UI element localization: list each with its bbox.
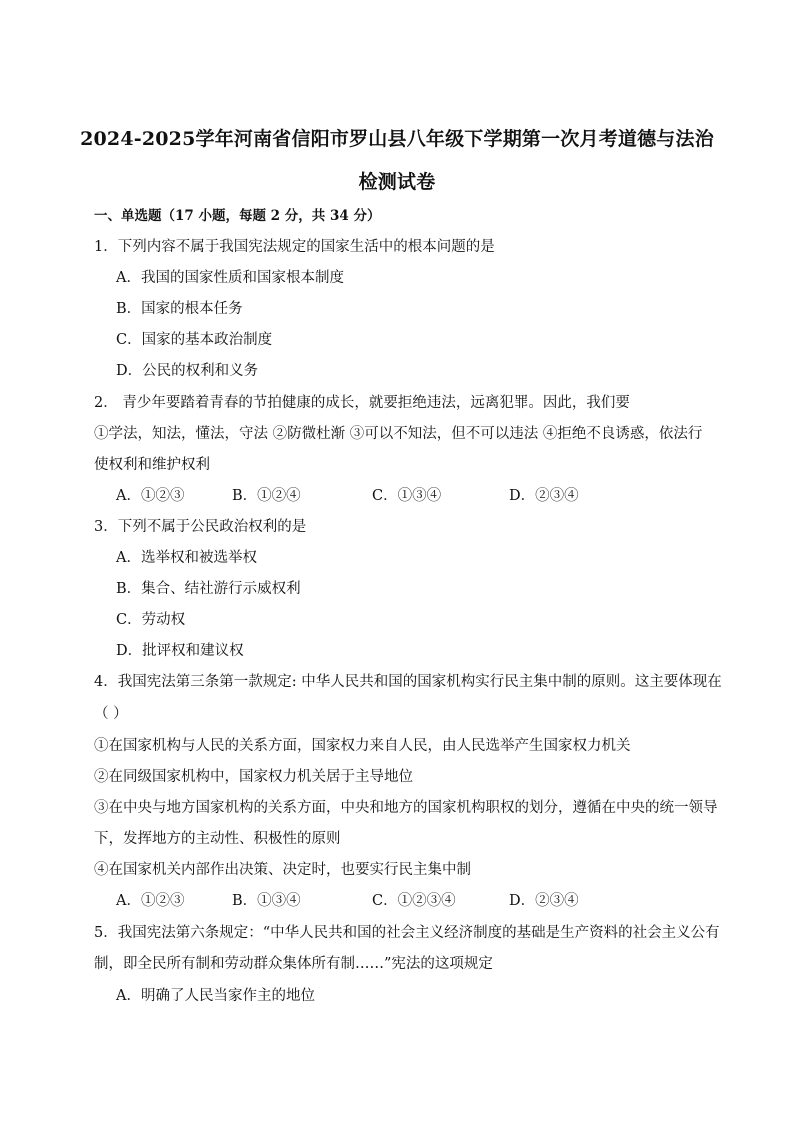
question-4-statement-2: ②在同级国家机构中，国家权力机关居于主导地位 — [94, 769, 413, 785]
question-4-statement-3-line1: ③在中央与地方国家机构的关系方面，中央和地方的国家机构职权的划分，遵循在中央的统一领导 — [94, 800, 718, 816]
question-4-option-c: C．①②③④ — [372, 893, 456, 909]
question-2-stem: 2． 青少年要踏着青春的节拍健康的成长，就要拒绝违法，远离犯罪。因此，我们要 — [94, 395, 630, 411]
question-4-statement-3-line2: 下，发挥地方的主动性、积极性的原则 — [94, 831, 341, 847]
question-2-statements-line1: ①学法，知法，懂法，守法 ②防微杜渐 ③可以不知法，但不可以违法 ④拒绝不良诱惑，依法行 — [94, 426, 703, 442]
section-heading: 一、单选题（17 小题，每题 2 分，共 34 分） — [94, 208, 381, 224]
question-1-option-c: C．国家的基本政治制度 — [116, 332, 273, 348]
question-1-option-b: B．国家的根本任务 — [116, 301, 243, 317]
question-4-option-d: D．②③④ — [509, 893, 579, 909]
question-3-option-d: D．批评权和建议权 — [116, 643, 244, 659]
question-5-stem-line2: 制，即全民所有制和劳动群众集体所有制……”宪法的这项规定 — [94, 956, 493, 972]
question-3-option-c: C．劳动权 — [116, 612, 186, 628]
question-2-option-d: D．②③④ — [509, 488, 579, 504]
exam-title-line2: 检测试卷 — [358, 171, 436, 193]
question-1-stem: 1．下列内容不属于我国宪法规定的国家生活中的根本问题的是 — [94, 239, 495, 255]
question-4-option-b: B．①③④ — [232, 893, 301, 909]
question-5-stem-line1: 5．我国宪法第六条规定：“中华人民共和国的社会主义经济制度的基础是生产资料的社会主义公有 — [94, 925, 720, 941]
question-1-option-a: A．我国的国家性质和国家根本制度 — [116, 270, 344, 286]
question-2-option-c: C．①③④ — [372, 488, 442, 504]
question-5-option-a: A．明确了人民当家作主的地位 — [116, 988, 315, 1004]
question-2-option-a: A．①②③ — [116, 488, 185, 504]
question-1-option-d: D．公民的权利和义务 — [116, 363, 259, 379]
question-4-statement-4: ④在国家机关内部作出决策、决定时，也要实行民主集中制 — [94, 862, 471, 878]
question-4-option-a: A．①②③ — [116, 893, 185, 909]
question-3-option-b: B．集合、结社游行示威权利 — [116, 581, 301, 597]
question-2-statements-line2: 使权利和维护权利 — [94, 457, 210, 473]
exam-title-line1: 2024-2025学年河南省信阳市罗山县八年级下学期第一次月考道德与法治 — [80, 128, 714, 150]
question-3-stem: 3．下列不属于公民政治权利的是 — [94, 519, 307, 535]
question-4-answer-blank: （ ） — [94, 706, 128, 722]
question-4-statement-1: ①在国家机构与人民的关系方面，国家权力来自人民，由人民选举产生国家权力机关 — [94, 738, 631, 754]
question-3-option-a: A．选举权和被选举权 — [116, 550, 257, 566]
question-2-option-b: B．①②④ — [232, 488, 301, 504]
question-4-stem: 4．我国宪法第三条第一款规定: 中华人民共和国的国家机构实行民主集中制的原则。这主要体现在 — [94, 674, 722, 690]
